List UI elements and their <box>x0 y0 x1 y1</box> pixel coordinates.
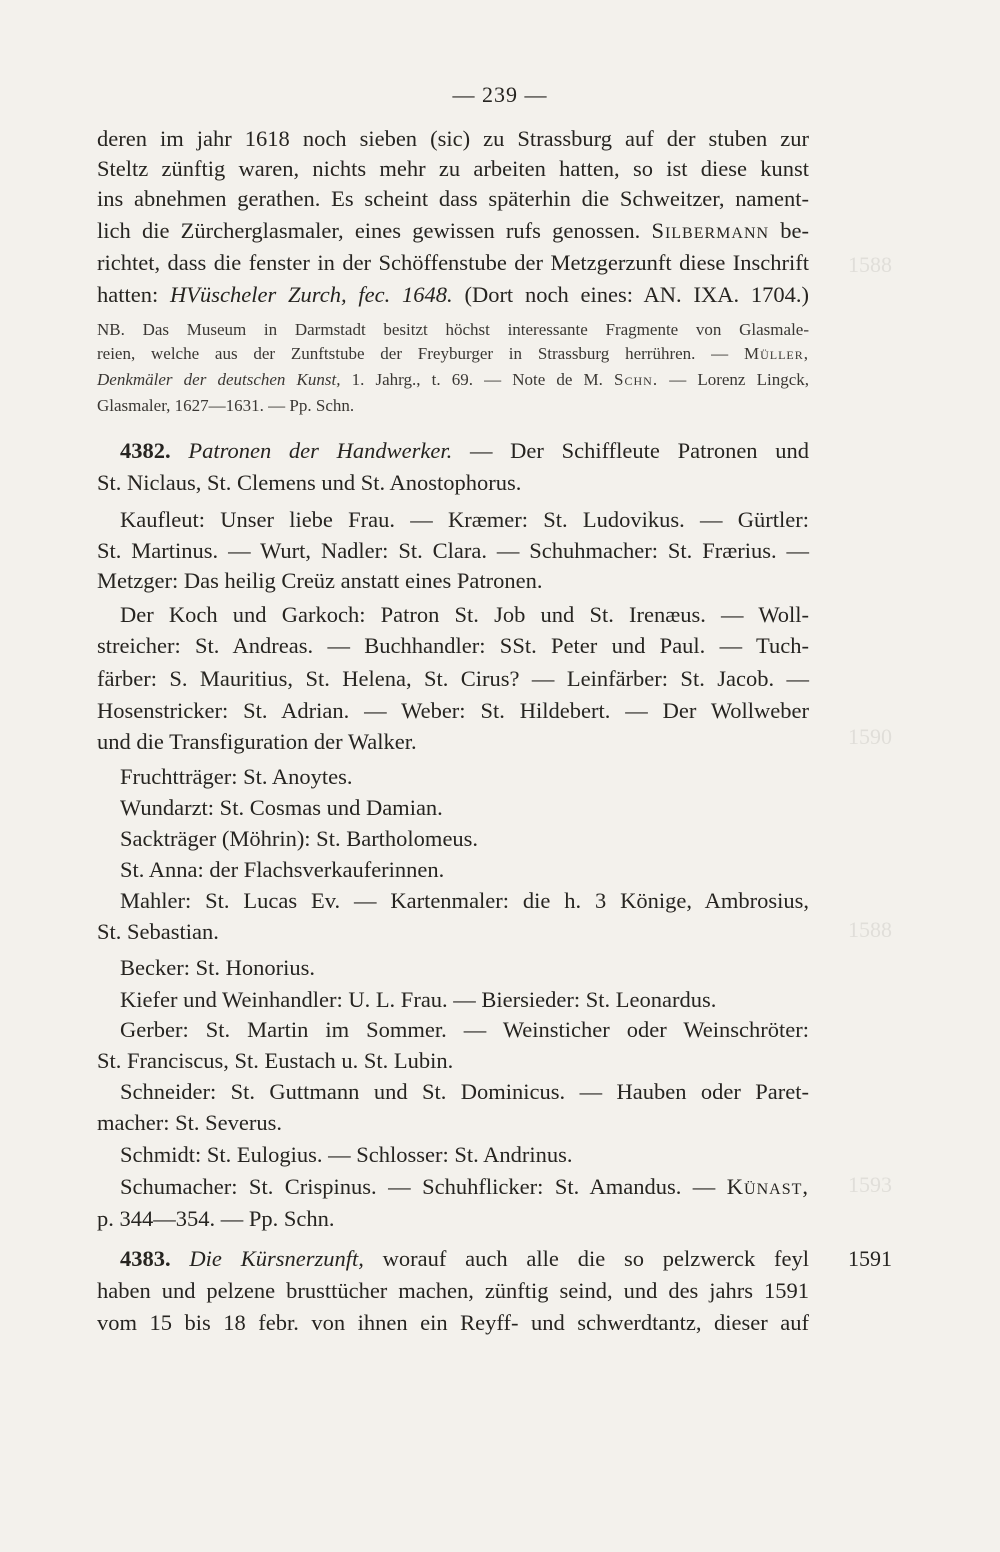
list-item: Schneider: St. Guttmann und St. Dominicus. — Hauben oder Paret- <box>120 1079 809 1104</box>
list-item: Kaufleut: Unser liebe Frau. — Kræmer: St. Ludovikus. — Gürtler: <box>120 507 809 532</box>
paragraph-line: vom 15 bis 18 febr. von ihnen ein Reyff- und schwerdtantz, dieser auf <box>97 1310 809 1335</box>
section-number: 4383. <box>120 1246 171 1271</box>
list-item: Schumacher: St. Crispinus. — Schuhflicker: St. Amandus. — Künast, <box>120 1174 810 1199</box>
note-line: reien, welche aus der Zunftstube der Freyburger in Strassburg herrühren. — Müller, <box>97 344 810 363</box>
section-title: Patronen der Handwerker. <box>188 438 453 463</box>
paragraph-line: hatten: HVüscheler Zurch, fec. 1648. (Dort noch eines: AN. IXA. 1704.) <box>97 282 809 307</box>
list-item: Metzger: Das heilig Creüz anstatt eines Patronen. <box>97 568 543 593</box>
margin-year-bleedthrough: 1588 <box>848 917 892 942</box>
paragraph-line: St. Niclaus, St. Clemens und St. Anostophorus. <box>97 470 522 495</box>
inscription-text: HVüscheler Zurch, fec. 1648. <box>170 282 453 307</box>
list-item: Wundarzt: St. Cosmas und Damian. <box>120 795 443 820</box>
note-line: NB. Das Museum in Darmstadt besitzt höchst interessante Fragmente von Glasmale- <box>97 320 809 339</box>
paragraph-line: richtet, dass die fenster in der Schöffenstube der Metzgerzunft diese Inschrift <box>97 250 809 275</box>
list-item: Kiefer und Weinhandler: U. L. Frau. — Biersieder: St. Leonardus. <box>120 987 717 1012</box>
section-heading-4383: 4383. Die Kürsnerzunft, worauf auch alle die so pelzwerck feyl <box>120 1246 809 1271</box>
section-heading-4382: 4382. Patronen der Handwerker. — Der Schiffleute Patronen und <box>120 438 809 463</box>
section-number: 4382. <box>120 438 171 463</box>
list-item: Sackträger (Möhrin): St. Bartholomeus. <box>120 826 479 851</box>
margin-year-bleedthrough: 1590 <box>848 724 892 749</box>
list-item: Gerber: St. Martin im Sommer. — Weinsticher oder Weinschröter: <box>120 1017 809 1042</box>
paragraph-line: ins abnehmen gerathen. Es scheint dass späterhin die Schweitzer, nament- <box>97 186 809 211</box>
author-name: Silbermann <box>651 218 770 243</box>
list-item: Mahler: St. Lucas Ev. — Kartenmaler: die h. 3 Könige, Ambrosius, <box>120 888 809 913</box>
list-item: Der Koch und Garkoch: Patron St. Job und St. Irenæus. — Woll- <box>120 602 809 627</box>
paragraph-line: Steltz zünftig waren, nichts mehr zu arbeiten hatten, so ist diese kunst <box>97 156 809 181</box>
section-title: Die Kürsnerzunft, <box>189 1246 364 1271</box>
list-item: Schmidt: St. Eulogius. — Schlosser: St. Andrinus. <box>120 1142 573 1167</box>
paragraph-line: p. 344—354. — Pp. Schn. <box>97 1206 335 1231</box>
margin-year-bleedthrough: 1588 <box>848 252 892 277</box>
list-item: und die Transfiguration der Walker. <box>97 729 417 754</box>
list-item: St. Anna: der Flachsverkauferinnen. <box>120 857 445 882</box>
list-item: färber: S. Mauritius, St. Helena, St. Cirus? — Leinfärber: St. Jacob. — <box>97 666 809 691</box>
list-item: Becker: St. Honorius. <box>120 955 315 980</box>
page-number: — 239 — <box>452 82 548 107</box>
list-item: St. Franciscus, St. Eustach u. St. Lubin. <box>97 1048 454 1073</box>
list-item: Fruchtträger: St. Anoytes. <box>120 764 353 789</box>
margin-year: 1591 <box>848 1246 892 1271</box>
note-line: Glasmaler, 1627—1631. — Pp. Schn. <box>97 396 355 415</box>
paragraph-line: lich die Zürcherglasmaler, eines gewissen rufs genossen. Silbermann be- <box>97 218 809 243</box>
list-item: macher: St. Severus. <box>97 1110 282 1135</box>
paragraph-line: deren im jahr 1618 noch sieben (sic) zu Strassburg auf der stuben zur <box>97 126 809 151</box>
list-item: St. Sebastian. <box>97 919 219 944</box>
list-item: St. Martinus. — Wurt, Nadler: St. Clara. — Schuhmacher: St. Frærius. — <box>97 538 809 563</box>
margin-year-bleedthrough: 1593 <box>848 1172 892 1197</box>
author-name: Künast, <box>726 1174 810 1199</box>
paragraph-line: haben und pelzene brusttücher machen, zünftig seind, und des jahrs 1591 <box>97 1278 809 1303</box>
list-item: Hosenstricker: St. Adrian. — Weber: St. Hildebert. — Der Wollweber <box>97 698 809 723</box>
list-item: streicher: St. Andreas. — Buchhandler: SSt. Peter und Paul. — Tuch- <box>97 633 809 658</box>
author-name: Müller, <box>743 344 810 363</box>
note-line: Denkmäler der deutschen Kunst, 1. Jahrg., t. 69. — Note de M. Schn. — Lorenz Lingck, <box>97 370 809 389</box>
